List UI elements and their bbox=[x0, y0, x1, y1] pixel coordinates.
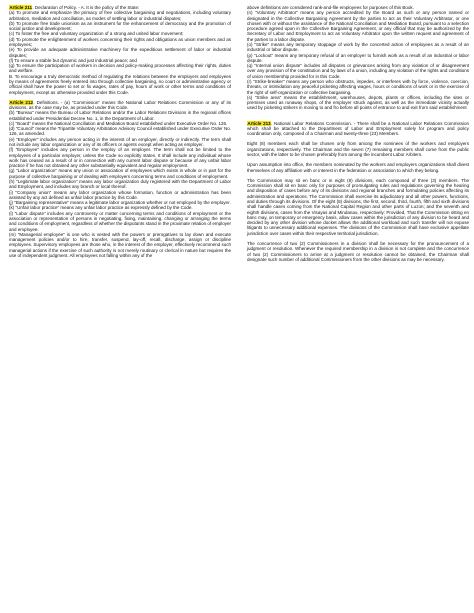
paragraph-text: B. To encourage a truly democratic method of regulating the relations between the employers and employees by means of agreements freely entered into through collective bargaining, no court or administrative agency or official shall have the power to set or fix wages, rates of pay, hours of work or other terms and conditions of employment, except as otherwise provided under this Code. bbox=[9, 73, 231, 95]
paragraph-text: (a) To promote and emphasize the primacy of free collective bargaining and negotiations, including voluntary arbitration, mediation and conciliation, as modes of settling labor or industrial disputes; bbox=[9, 10, 231, 21]
paragraph-text: (d) To promote the enlightenment of workers concerning their rights and obligations as union members and as employees; bbox=[9, 36, 231, 47]
paragraph-text: (r) "Strike-breaker" means any person who obstructs, impedes, or interferes with by force, violence, coercion, threats, or intimidation any peaceful picketing affecting wages, hours or conditions of work or in the exercise of the right of self-organization or collective bargaining. bbox=[247, 78, 469, 95]
paragraph bbox=[9, 37, 231, 48]
article-heading: Article 212 bbox=[9, 99, 33, 105]
paragraph-text: . Declaration of Policy. - A. It is the policy of the State: bbox=[32, 5, 140, 10]
paragraph-text: The Commission may sit en banc or in eight (8) divisions, each composed of three (3) members. The Commission shall sit en banc only for purposes of promulgating rules and regulations governing the hearing and disposition of cases before any of its divisions and regional branches and formulating policies affecting its administration and operations. The Commission shall exercise its adjudicatory and all other powers, functions, and duties through its divisions. Of the eight (8) divisions, the first, second, third, fourth, fifth and sixth divisions shall handle cases coming from the National Capital Region and other parts of Luzon; and the seventh and eighth divisions, cases from the Visayas and Mindanao, respectively: Provided, That the Commission sitting en banc may, on temporary or emergency basis, allow cases within the jurisdiction of any division to be heard and decided by any other division whose docket allows the additional workload and such transfer will not expose litigants to unnecessary additional expenses. The divisions of the Commission shall have exclusive appellate jurisdiction over cases within their respective territorial jurisdiction. bbox=[247, 177, 469, 236]
paragraph-text: (b) "Bureau" means the Bureau of Labor Relations and/or the Labor Relations Divisions in the regional offices established under Presidential Decree No. 1, in the Department of Labor. bbox=[9, 110, 231, 121]
paragraph-text: (g) To ensure the participation of workers in decision and policy-making processes affecting their rights, duties and welfare. bbox=[9, 63, 231, 74]
paragraph bbox=[9, 100, 231, 111]
paragraph bbox=[9, 190, 231, 201]
paragraph bbox=[9, 74, 231, 95]
paragraph-text: Eight (8) members each shall be chosen only from among the nominees of the workers and employers organizations, respectively. The Chairman and the seven (7) remaining members shall come from the public sector, with the latter to be chosen preferably from among the incumbent Labor Arbiters. bbox=[247, 141, 469, 158]
paragraph-text: (f) "Employee" includes any person in the employ of an employer. The term shall not be limited to the employees of a particular employer, unless the Code so explicitly states. It shall include any individual whose work has ceased as a result of or in connection with any current labor dispute or because of any unfair labor practice if he has not obtained any other substantially equivalent and regular employment. bbox=[9, 147, 231, 169]
paragraph-text: (h) "Legitimate labor organization" means any labor organization duly registered with the Department of Labor and Employment, and includes any branch or local thereof. bbox=[9, 179, 231, 190]
paragraph bbox=[247, 79, 469, 95]
paragraph-text: (l) "Labor dispute" includes any controversy or matter concerning terms and conditions of employment or the association or representation of persons in negotiating, fixing, maintaining, changing or arranging the terms and conditions of employment, regardless of whether the disputants stand in the proximate relation of employer and employee. bbox=[9, 210, 231, 232]
paragraph bbox=[9, 63, 231, 74]
paragraph bbox=[9, 179, 231, 190]
paragraph-text: . Definitions. - (a) "Commission" means the National Labor Relations Commission or any of its divisions, as the case may be, as provided under this Code. bbox=[9, 99, 231, 111]
left-column bbox=[9, 5, 231, 258]
paragraph-text: (e) To provide an adequate administrative machinery for the expeditious settlement of labor or industrial disputes; bbox=[9, 47, 231, 58]
paragraph-text: Upon assumption into office, the members nominated by the workers and employers organizations shall divest themselves of any affiliation with or interest in the federation or association to which they belong. bbox=[247, 162, 469, 173]
paragraph bbox=[247, 241, 469, 262]
paragraph-text: (g) "Labor organization" means any union or association of employees which exists in whole or in part for the purpose of collective bargaining or of dealing with employers concerning terms and conditions of employment. bbox=[9, 168, 231, 179]
paragraph-text: . National Labor Relations Commission. - There shall be a National Labor Relations Commission which shall be attached to the Department of Labor and Employment solely for program and policy coordination only, composed of a Chairman and twenty-three (23) Members. bbox=[247, 120, 469, 137]
paragraph bbox=[247, 121, 469, 137]
paragraph bbox=[9, 137, 231, 148]
paragraph-text: (q) "Internal union dispute" includes all disputes or grievances arising from any violation of or disagreement over any provision of the constitution and by laws of a union, including any violation of the rights and conditions of union membership provided for in this Code. bbox=[247, 63, 469, 79]
paragraph bbox=[9, 147, 231, 168]
paragraph bbox=[9, 211, 231, 232]
paragraph bbox=[9, 110, 231, 121]
right-column bbox=[247, 5, 469, 262]
paragraph-text: (k) "Unfair labor practice" means any unfair labor practice as expressly defined by the Code. bbox=[9, 205, 193, 211]
paragraph-text: (m) "Managerial employee" is one who is vested with the powers or prerogatives to lay down and execute management policies and/or to hire, transfer, suspend, lay-off, recall, discharge, assign or discipline employees. Supervisory employees are those who, in the interest of the employer, effectively recommend such managerial actions if the exercise of such authority is not merely routinary or clerical in nature but requires the use of independent judgment. All employees not falling within any of the bbox=[9, 231, 231, 258]
paragraph-text: (c) To foster the free and voluntary organization of a strong and united labor movement; bbox=[9, 31, 184, 37]
paragraph-text: (d) "Council" means the Tripartite Voluntary Arbitration Advisory Council established under Executive Order No. 126, as amended. bbox=[9, 126, 231, 137]
paragraph-text: (e) "Employer" includes any person acting in the interest of an employer, directly or indirectly. The term shall not include any labor organization or any of its officers or agents except when acting as employer. bbox=[9, 136, 231, 148]
paragraph bbox=[247, 141, 469, 157]
paragraph-text: (p) "Lockout" means any temporary refusal of an employer to furnish work as a result of an industrial or labor dispute. bbox=[247, 52, 469, 63]
paragraph bbox=[247, 10, 469, 42]
paragraph bbox=[9, 47, 231, 58]
paragraph-text: (j) "Bargaining representative" means a legitimate labor organization whether or not employed by the employer. bbox=[9, 200, 231, 206]
paragraph-text: (i) "Company union" means any labor organization whose formation, function or administration has been assisted by any act defined as unfair labor practice by this Code. bbox=[9, 189, 231, 200]
paragraph-text: (f) To ensure a stable but dynamic and just industrial peace; and bbox=[9, 57, 137, 63]
paragraph-text: (c) "Board" means the National Conciliation and Mediation Board established under Executive Order No. 126. bbox=[9, 120, 228, 126]
paragraph bbox=[247, 42, 469, 53]
paragraph bbox=[247, 63, 469, 79]
paragraph-text: (b) To promote free trade unionism as an instrument for the enhancement of democracy and the promotion of social justice and development; bbox=[9, 20, 231, 32]
paragraph bbox=[247, 162, 469, 173]
paragraph bbox=[247, 95, 469, 111]
paragraph bbox=[9, 10, 231, 21]
paragraph-text: (o) "Strike" means any temporary stoppage of work by the concerted action of employees as a result of an industrial or labor dispute. bbox=[247, 41, 469, 53]
article-heading: Article 211 bbox=[9, 5, 32, 10]
paragraph-text: (n) "Voluntary Arbitrator" means any person accredited by the Board as such or any person named or designated in the Collective Bargaining Agreement by the parties to act as their Voluntary Arbitrator, or one chosen with or without the assistance of the National Conciliation and Mediation Board, pursuant to a selection procedure agreed upon in the Collective Bargaining Agreement, or any official that may be authorized by the Secretary of Labor and Employment to act as Voluntary Arbitrator upon the written request and agreement of the parties to a labor dispute. bbox=[247, 10, 469, 42]
article-heading: Article 213 bbox=[247, 120, 271, 126]
paragraph-text: The concurrence of two (2) Commissioners in a division shall be necessary for the pronouncement of a judgment or resolution. Whenever the required membership in a division is not complete and the concurrence of two (2) Commissioners to arrive at a judgment or resolution cannot be obtained, the Chairman shall designate such number of additional Commissioners from the other divisions as may be necessary. bbox=[247, 240, 469, 262]
paragraph-text: above definitions are considered rank-and-file employees for purposes of this Book. bbox=[247, 5, 414, 10]
paragraph bbox=[247, 178, 469, 236]
paragraph bbox=[9, 126, 231, 137]
paragraph bbox=[9, 232, 231, 258]
paragraph bbox=[9, 21, 231, 32]
paragraph bbox=[9, 168, 231, 179]
paragraph-text: (s) "Strike area" means the establishment, warehouses, depots, plants or offices, including the sites or premises used as runaway shops, of the employer struck against, as well as the immediate vicinity actually used by picketing strikers in moving to and fro before all points of entrance to and exit from said establishment bbox=[247, 94, 469, 111]
paragraph bbox=[247, 53, 469, 64]
